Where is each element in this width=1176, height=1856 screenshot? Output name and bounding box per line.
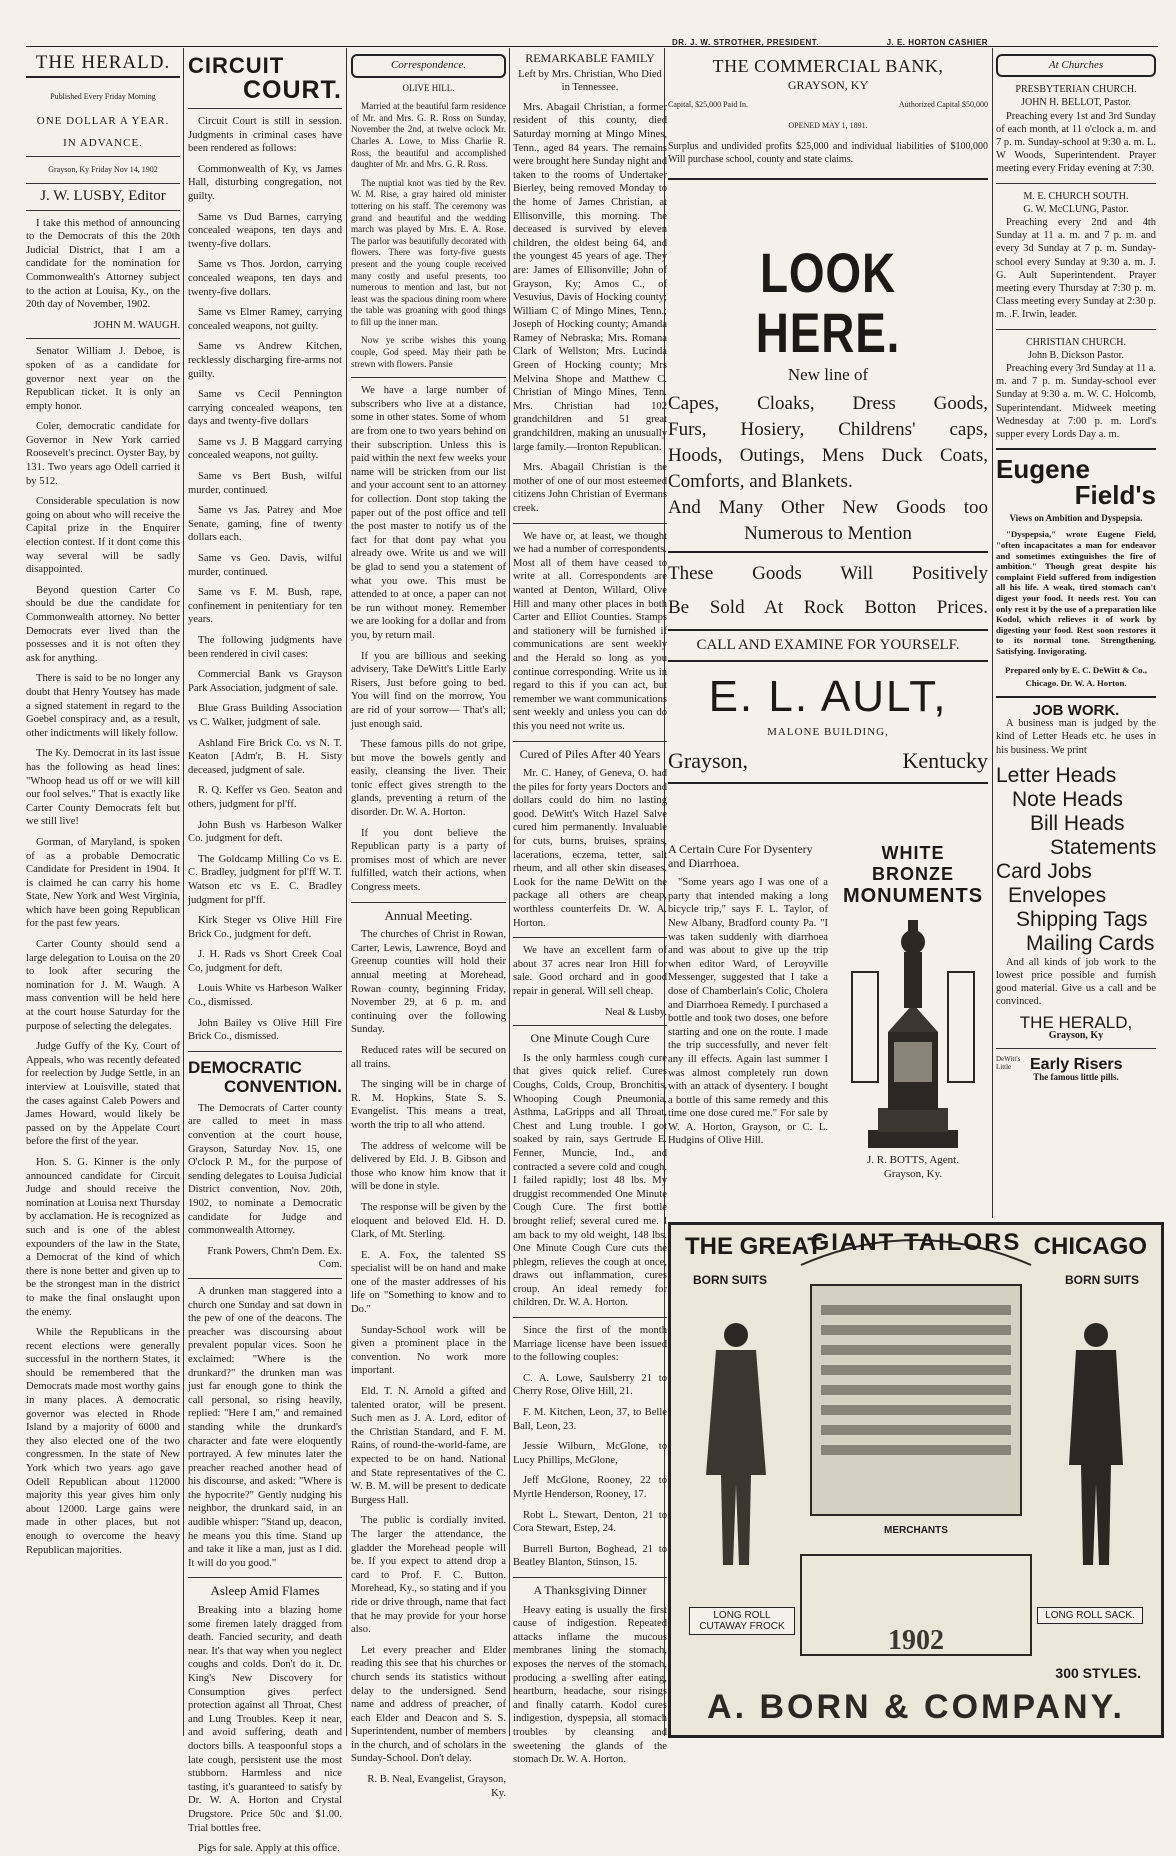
- print-service: Shipping Tags: [1016, 907, 1148, 931]
- article-paragraph: Sunday-School work will be given a prominent place in the convention. No work more important.: [351, 1324, 506, 1377]
- suit-label: LONG ROLL CUTAWAY FROCK: [689, 1607, 795, 1635]
- bank-authorized: Authorized Capital $50,000: [898, 100, 988, 109]
- article-paragraph: There is said to be no longer any doubt that Henry Youtsey has made a signed statement in regard to the Goebel conspiracy and, as a result, other indictments will likely follow.: [26, 673, 180, 739]
- risers-tagline: The famous little pills.: [1033, 1072, 1119, 1083]
- headline-cough-cure: One Minute Cough Cure: [530, 1031, 650, 1046]
- article-paragraph: Hon. S. G. Kinner is the only announced candidate for Circuit Judge and should receive the nomination at Louisa next Thursday by acclamation. He is recognized as such and is one of the ablest expounders of the law in the State, a Democrat of the kind of which there is none better and given up to be the strongest man in the district to make the final onslaught upon the enemy.: [26, 1156, 180, 1318]
- church-schedule: Preaching every 3rd Sunday at 11 a. m. and 7 p. m. Sunday-school ever Sunday at 9:30 a. m. W. C. Holcomb, Superintendant. Midweek meeting Wednesday at 7:00 p. m. Lord's supper every Lords Day a. m.: [996, 363, 1156, 441]
- tailors-illustration: [671, 1225, 1161, 1735]
- article-paragraph: We have an excellent farm of about 37 acres near Iron Hill for sale. Good orchard and in good repair in general. Will sell cheap.: [513, 945, 667, 997]
- risers-small: DeWitt's Little: [996, 1055, 1021, 1072]
- column-6: [996, 52, 1156, 1217]
- headline-thanksgiving: A Thanksgiving Dinner: [533, 1582, 647, 1597]
- headline-annual-meeting: Annual Meeting.: [384, 907, 473, 923]
- article-paragraph: Same vs Geo. Davis, wilful murder, continued.: [188, 553, 342, 578]
- herald-city: Grayson, Ky: [1048, 1029, 1104, 1041]
- article-paragraph: "Some years ago I was one of a party that intended making a long bicycle trip," says F. L. Taylor, of New Albany, Bradford county Pa. "I was taken suddenly with diarrhoea and was about to give up the trip when editor Ward, of Leroyville Messenger, suggested that I take a dose of Chamberlain's Colic, Cholera and Diarrhoea Remedy. I purchased a bottle and took two doses, one before starting and one on the route. I made the trip successfully, and never felt any ill effects. Again last summer I was almost completely run down with an attack of dysentery. I bought a bottle of this same remedy and this time one dose cured me." For sale by W. A. Horton, Grayson, or C. L. Hudgins of Olive Hill.: [668, 877, 828, 1147]
- article-paragraph: A drunken man staggered into a church one Sunday and sat down in the pew of one of the deacons. The preacher was discoursing about prevalent popular vices. Soon he exclaimed: "Where is the drunkard?" the drunken man was just far enough gone to think the call personal, so rising heavily, replied: "Here I am," and remained standing while the drunkard's character and fate were eloquently portrayed. A few minutes later the preacher reached another head of his discourse, and asked: "Where is the hypocrite?" Gently nudging his neighbor, the drunkard said, in an audible whisper: "Stand up, deacon, he means you this time. Stand up and take it like a man, just as I did. It will do you good.": [188, 1285, 342, 1569]
- column-1: [26, 52, 180, 1742]
- bank-name: THE COMMERCIAL BANK,: [712, 56, 944, 76]
- ad-styles: 300 STYLES.: [1055, 1665, 1141, 1681]
- article-paragraph: Commonwealth of Ky, vs James Hall, disturbing congregation, not guilty.: [188, 163, 342, 202]
- church-name: M. E. CHURCH SOUTH.: [1023, 190, 1129, 202]
- article-paragraph: The Ky. Democrat in its last issue has the following as head lines: "Whoop head us off or we will kill our fool selves." That is exactly like Carter County Democrats felt but we still live!: [26, 748, 180, 828]
- print-services-list: [996, 764, 1156, 956]
- ad-line: Be Sold At Rock Botton Prices.: [668, 597, 988, 618]
- monument-illustration: [848, 912, 978, 1152]
- ad-line: Comforts, and Blankets.: [668, 471, 853, 492]
- article-paragraph: Let every preacher and Elder reading this see that his churches or church sends its statistics without delay to the undersigned. Send name and address of preacher, of each Elder and Deacon and S. S. Superintendent, number of members in the church, and of scholars in the Sunday-School. Don't delay.: [351, 1644, 506, 1765]
- top-rule: [26, 46, 1158, 47]
- suit-label: LONG ROLL SACK.: [1037, 1607, 1143, 1624]
- bank-capital-row: [668, 98, 988, 111]
- look-here-heading: LOOK HERE.: [755, 241, 901, 364]
- article-paragraph: Eld. T. N. Arnold a gifted and talented orator, will be present. Such men as J. A. Lord, editor of the Christian Standard, and F. M. Rains, of round-the-world-fame, are expected to be on hand. National and State representatives of the C. W. B. M. will be present to dedicate Burgess Hall.: [351, 1386, 506, 1506]
- article-paragraph: The address of welcome will be delivered by Eld. J. B. Gibson and those who know him know that it will be done in style.: [351, 1140, 506, 1193]
- bank-cashier: J. E. HORTON CASHIER: [886, 38, 988, 47]
- merchant-city: Grayson,: [668, 748, 749, 773]
- article-paragraph: Jessie Wilburn, McGlone, to Lucy Phillips, McGlone,: [513, 1441, 667, 1466]
- signature: R. B. Neal, Evangelist, Grayson, Ky.: [367, 1774, 506, 1799]
- print-service: Mailing Cards: [1026, 931, 1155, 955]
- section-subhead: Left by Mrs. Christian, Who Died in Tennessee.: [518, 68, 662, 94]
- article-paragraph: Senator William J. Deboe, is spoken of as a candidate for governor next year on the Republican ticket. It is only an empty honor.: [26, 346, 180, 412]
- ad-title: THE GREAT: [685, 1233, 822, 1260]
- ad-line: New line of: [787, 365, 869, 384]
- article-paragraph: Coler, democratic candidate for Governor in New York carried Roosevelt's precinct. Oyster Bay, by 131. Two years ago Odell carried it by 512.: [26, 421, 180, 487]
- article-paragraph: Reduced rates will be secured on all trains.: [351, 1044, 506, 1070]
- church-schedule: Preaching every 1st and 3rd Sunday of each month, at 11 o'clock a. m. and 7 p. m. Sunday-school at 9:30 a. m. L. W Woods, Superintendent. Prayer meeting every Friday evening at 7:30.: [996, 110, 1156, 175]
- article-paragraph: If you are billious and seeking advisery, Take DeWitt's Little Early Risers, Just before going to bed. You will find on the morrow, You are rid of your sorrow— That's all; just enough said.: [351, 650, 506, 730]
- call-to-action: CALL AND EXAMINE FOR YOURSELF.: [668, 629, 988, 662]
- article-paragraph: The singing will be in charge of R. M. Hopkins, State S. S. Evangelist. This means a treat, worth the trip to all who attend.: [351, 1079, 506, 1131]
- eugene-field-heading: [996, 454, 1156, 511]
- church-name: CHRISTIAN CHURCH.: [1025, 336, 1126, 348]
- article-paragraph: R. Q. Keffer vs Geo. Seaton and others, judgment for pl'ff.: [188, 785, 342, 810]
- article-paragraph: Circuit Court is still in session. Judgments in criminal cases have been rendered as follows:: [188, 116, 342, 155]
- article-paragraph: These famous pills do not gripe, but move the bowels gently and easily, cleansing the liver. Their tonic effect gives strength to the glands, preventing a return of the disorder. Dr. W. A. Horton.: [351, 739, 506, 819]
- masthead: THE HERALD.: [35, 52, 171, 73]
- ad-line: Hoods, Outings, Mens Duck Coats,: [668, 445, 988, 466]
- article-paragraph: John Bailey vs Olive Hill Fire Brick Co., dismissed.: [188, 1017, 342, 1043]
- church-pastor: G. W. McCLUNG, Pastor.: [1023, 203, 1129, 215]
- bank-surplus: Surplus and undivided profits $25,000 and individual liabilities of $100,000 Will purchase school, county and state claims.: [668, 141, 988, 165]
- article-paragraph: E. A. Fox, the talented SS specialist will be on hand and make one of the master addresses of his life on "Something to know and to Do.": [351, 1249, 506, 1316]
- risers-heading: Early Risers: [1030, 1055, 1123, 1073]
- editor-line: J. W. LUSBY, Editor: [40, 187, 166, 204]
- job-work-heading: JOB WORK.: [1032, 702, 1120, 720]
- ad-line: Numerous to Mention: [744, 523, 912, 544]
- article-paragraph: John Bush vs Harbeson Walker Co. judgment for deft.: [188, 819, 342, 845]
- heading-line: Field's: [1074, 480, 1156, 511]
- church-name: PRESBYTERIAN CHURCH.: [1015, 84, 1137, 96]
- article-paragraph: Breaking into a blazing home some firemen lately dragged from death. Fancied security, and death near. It's that way when you neglect coughs and colds. Don't do it. Dr. King's New Discovery for Consumption gives perfect protection against all Throat, Chest and Lung Troubles. Keep it near, and avoid suffering, death and doctors bills. A teaspoonful stops a late cough, persistent use the most stubborn. Harmless and nice tasting, it's guaranteed to satisfy by Dr. W. A. Horton and Crystal Drugstore. Price 50c and $1.00. Trial bottles free.: [188, 1605, 342, 1834]
- headline-line: DEMOCRATIC: [188, 1057, 302, 1077]
- article-paragraph: Kirk Steger vs Olive Hill Fire Brick Co., judgment for deft.: [188, 915, 342, 940]
- merchant-building: MALONE BUILDING,: [767, 726, 889, 738]
- print-service: Note Heads: [1012, 787, 1123, 811]
- article-paragraph: J. H. Rads vs Short Creek Coal Co, judgment for deft.: [188, 949, 342, 974]
- article-paragraph: Considerable speculation is now going on about who will receive the Capital prize in the Enquirer election contest. If it dont come this way several will be sadly disappointed.: [26, 496, 180, 576]
- article-paragraph: Commercial Bank vs Grayson Park Association, judgment of sale.: [188, 669, 342, 694]
- article-paragraph: Ashland Fire Brick Co. vs N. T. Keaton [Adm'r, B. H. Sisty deceased, judgment of sale.: [188, 737, 342, 776]
- ad-label: BORN SUITS: [1064, 1273, 1139, 1287]
- bank-capital: Capital, $25,000 Paid In.: [668, 100, 748, 109]
- article-paragraph: While the Republicans in the recent elections were generally successful in the northern States, it should be remembered that the Democrats made most worthy gains in many places. A democratic governor was elected in Rhode Island by a majority of 6000 and they also elected one of the two congressmen. In the state of New York which two years ago gave Odell Republican about 112000 majority this year gives him only about 12000. Large gains were made in other places, but not enough to overcome the heavy Republican majorities.: [26, 1327, 180, 1556]
- article-paragraph: Mrs. Abagail Christian is the mother of one of our most esteemed citizens John Christian of Evermans creek.: [513, 462, 667, 514]
- column-rule: [992, 48, 993, 1218]
- church-pastor: JOHN H. BELLOT, Pastor.: [1021, 97, 1131, 109]
- headline-remarkable-family: REMARKABLE FAMILY: [525, 51, 655, 65]
- signature: Neal & Lusby.: [605, 1006, 667, 1018]
- monument-advertisement: [838, 843, 988, 1180]
- bank-officers: [672, 38, 988, 47]
- article-paragraph: Same vs Jas. Patrey and Moe Senate, gaming, fine of twenty dollars each.: [188, 505, 342, 544]
- article-paragraph: C. A. Lowe, Saulsberry 21 to Cherry Rose, Olive Hill, 21.: [513, 1372, 667, 1398]
- article-paragraph: Louis White vs Harbeson Walker Co., dismissed.: [188, 983, 342, 1009]
- article-paragraph: Since the first of the month Marriage license have been issued to the following couples:: [513, 1325, 667, 1364]
- headline-cured-of-piles: Cured of Piles After 40 Years: [519, 746, 661, 761]
- article-paragraph: Same vs Thos. Jordon, carrying concealed weapons, ten days and twenty-five dollars.: [188, 259, 342, 298]
- headline-circuit-court: [188, 54, 342, 102]
- article-paragraph: Same vs F. M. Bush, rape, confinement in penitentiary for ten years.: [188, 587, 342, 626]
- headline-dysentery: A Certain Cure For Dysentery and Diarrhoea.: [668, 842, 813, 870]
- field-paragraph: "Dyspepsia," wrote Eugene Field, "often incapacitates a man for endeavor and sometimes extinguishes the fire of ambition." Though great despite his complaint Field suffered from indigestion all his life. A weak, tired stomach can't digest your food. It needs rest. You can only rest it by the use of a preparation like Kodol, which relieves it of work by digesting your food. Rest soon restores it to its normal tone. Strengthening. Satisfying. Invigorating.: [996, 529, 1156, 657]
- church-schedule: Preaching every 2nd and 4th Sunday at 11 a. m. and 7 p. m. and every 3d Sunday at 7 p. m. Sunday-school every Sunday at 9:30 a. m. J. G. Ault Superintendent. Prayer meeting every Thursday at 7:30 p. m. Class meeting every Sunday at 2:30 p. m. .F. Irwin, leader.: [996, 217, 1156, 321]
- church-pastor: John B. Dickson Pastor.: [1028, 349, 1124, 361]
- monument-agent: J. R. BOTTS, Agent.: [867, 1154, 959, 1166]
- headline-democratic-convention: [188, 1058, 342, 1096]
- article-paragraph: Carter County should send a large delegation to Louisa on the 20 to look after securing the nomination for J. M. Waugh. A mass convention will be held here at the court house Saturday for the purpose of selecting the delegates.: [26, 939, 180, 1032]
- job-work-paragraph: A business man is judged by the kind of Letter Heads etc. he uses in his business. We print: [996, 718, 1156, 756]
- ad-title: CHICAGO: [1033, 1233, 1147, 1260]
- heading-line: Eugene: [996, 454, 1090, 485]
- headline-line: COURT.: [242, 76, 342, 104]
- bank-opened: OPENED MAY 1, 1891.: [788, 121, 868, 130]
- field-subhead: Views on Ambition and Dyspepsia.: [1009, 513, 1143, 524]
- article-paragraph: The following judgments have been rendered in civil cases:: [188, 635, 342, 660]
- article-paragraph: Mr. C. Haney, of Geneva, O. had the piles for forty years Doctors and dollars could do him no lasting good. DeWitt's Witch Hazel Salve cured him permanently. Invaluable for cuts, burns, bruises, sprains, lacerations, eczema, tetter, salt rheum, and all other skin diseases. Look for the name DeWitt on the package all others are cheap, worthless counterfeits Dr. W. A. Horton.: [513, 768, 667, 929]
- headline-asleep-amid-flames: Asleep Amid Flames: [210, 1583, 320, 1599]
- article-paragraph: Married at the beautiful farm residence of Mr. and Mrs. G. R. Ross on Sunday, November the 2nd, at twelve oclock Mr. Charles A. Lowe, to Miss Charlie R. Ross, the beautiful and accomplished daughter of Mr. and Mrs. G. R. Ross.: [351, 101, 506, 170]
- dysentery-article: [668, 843, 828, 1155]
- article-paragraph: The public is cordially invited. The larger the attendance, the gladder the Morehead people will be. If you expect to attend drop a card to Prof. F. C. Button. Morehead, Ky., so stating and if you ride or drive through, name that fact that he may provide for your horse also.: [351, 1515, 506, 1636]
- bank-advertisement: [668, 52, 988, 186]
- print-service: Statements: [1050, 835, 1157, 859]
- article-paragraph: Jeff McGlone, Rooney, 22 to Myrtle Henderson, Rooney, 17.: [513, 1475, 667, 1500]
- article-paragraph: Same vs Cecil Pennington carrying concealed weapons, ten days and twenty-five dollars: [188, 389, 342, 428]
- ault-advertisement: [668, 243, 988, 790]
- signature: Frank Powers, Chm'n Dem. Ex. Com.: [207, 1245, 342, 1271]
- print-service: Bill Heads: [1030, 811, 1125, 835]
- column-rule: [509, 48, 510, 1736]
- column-4: [513, 51, 667, 1766]
- ad-title: GIANT TAILORS: [810, 1229, 1022, 1256]
- article-paragraph: Burrell Burton, Boghead, 21 to Beatley Blanton, Stinson, 15.: [513, 1543, 667, 1569]
- field-footer: Prepared only by E. C. DeWitt & Co., Chicago. Dr. W. A. Horton.: [1005, 664, 1147, 688]
- monument-heading: MONUMENTS: [842, 885, 984, 907]
- print-service: Envelopes: [1008, 883, 1107, 907]
- article-paragraph: We have or, at least, we thought we had a number of correspondents. Most all of them have ceased to write at all. Correspondents are wanted at Denton, Willard, Olive Hill and many other places in both Carter and Elliot Counties. Stamps and stationery will be furnished if communications are sent weekly and the Herald so long as you continue corresponding. Write us in regard to this if you can act, but remember we want communications sent weekly and unless you can do this you need not write us.: [513, 530, 667, 732]
- article-paragraph: Same vs Elmer Ramey, carrying concealed weapons, not guilty.: [188, 307, 342, 332]
- merchant-state: Kentucky: [902, 748, 988, 773]
- column-rule: [346, 48, 347, 1736]
- article-paragraph: Beyond question Carter Co should be due the candidate for Commonwealth attorney. No better Democrats ever lived than the possesses and it is not often they ask for anything.: [26, 584, 180, 664]
- article-paragraph: Judge Guffy of the Ky. Court of Appeals, who was recently defeated for reelection by Judge Settle, in an interview at Louisville, stated that the cases against Caleb Powers and James Howard, would likely be passed on by the Appelate Court before the first of the year.: [26, 1041, 180, 1148]
- article-paragraph: Same vs Andrew Kitchen, recklessly discharging fire-arms not guilty.: [188, 341, 342, 380]
- monument-city: Grayson, Ky.: [883, 1168, 943, 1180]
- ad-year: 1902: [888, 1625, 944, 1656]
- article-paragraph: Pigs for sale. Apply at this office.: [198, 1843, 340, 1855]
- headline-line: CONVENTION.: [223, 1076, 342, 1096]
- article-paragraph: Gorman, of Maryland, is spoken of as a probable Democratic Candidate for President in 1904. It is claimed he can carry his home State, New York and West Virginia, which have been going Republican for the past few years.: [26, 836, 180, 930]
- ad-line: And Many Other New Goods too: [668, 497, 988, 518]
- ad-label: BORN SUITS: [693, 1273, 768, 1287]
- article-paragraph: We have a large number of subscribers who live at a distance, some in other states. Some of whom are from one to two years behind on their subscription. Unless this is paid within the next few weeks your name will be stricken from our list and your account sent to an attorney for collection. Dont stop taking the paper out of the post office and tell the post master to notify us of the fact for that dont pay what you already owe. Write us and we will be glad to send you a statement of what you owe. This must be attended to at once, a paper can not be run without money. Remember we are looking for a dollar and from you, by return mail.: [351, 385, 506, 641]
- correspondence-header: Correspondence.: [351, 54, 506, 78]
- dateline: Grayson, Ky Friday Nov 14, 1902: [48, 165, 158, 175]
- article-paragraph: Robt L. Stewart, Denton, 21 to Cora Stewart, Estep, 24.: [513, 1509, 667, 1535]
- churches-header: At Churches: [996, 54, 1156, 77]
- article-paragraph: Blue Grass Building Association vs C. Walker, judgment of sale.: [188, 703, 342, 728]
- subscription-terms: IN ADVANCE.: [63, 136, 143, 149]
- article-paragraph: Now ye scribe wishes this young couple, God speed. May their path be strewn with flowers. Pansie: [351, 335, 506, 369]
- article-paragraph: Heavy eating is usually the first cause of indigestion. Repeated attacks inflame the mucous membranes lining the stomach, exposes the nerves of the stomach, producing a swelling after eating, heartburn, headache, sour risings and finally catarrh. Kodol cures indigestion, dyspepsia, all stomach troubles by cleansing and sweetening the glands of the stomach Dr. W. A. Horton.: [513, 1604, 667, 1766]
- ad-label: MERCHANTS: [884, 1525, 948, 1536]
- article-paragraph: Same vs Dud Barnes, carrying concealed weapons, ten days and twenty-five dollars.: [188, 211, 342, 250]
- column-rule: [183, 48, 184, 1736]
- publication-note: Published Every Friday Morning: [50, 91, 156, 101]
- job-work-paragraph: And all kinds of job work to the lowest price possible and furnish good material. Give us a call and be convinced.: [996, 956, 1156, 1008]
- article-paragraph: I take this method of announcing to the Democrats of this the 20th Judicial District, that I am a candidate for the nomination for Commonwealth's Attorney subject to the action at Louisa, Ky., on the 20th day of November, 1902.: [26, 217, 180, 311]
- section-subhead: OLIVE HILL.: [402, 82, 455, 93]
- headline-line: CIRCUIT: [188, 53, 285, 78]
- article-paragraph: Same vs J. B Maggard carrying concealed weapons, not guilty.: [188, 436, 342, 462]
- signature: JOHN M. WAUGH.: [93, 319, 180, 331]
- bank-president: DR. J. W. STROTHER, PRESIDENT.: [672, 38, 820, 47]
- merchant-name: E. L. AULT,: [708, 672, 948, 721]
- print-service: Letter Heads: [996, 763, 1117, 787]
- ad-line: Furs, Hosiery, Childrens' caps,: [668, 419, 988, 440]
- column-2: [188, 52, 342, 1855]
- monument-heading: WHITE BRONZE: [872, 843, 954, 884]
- article-paragraph: The Democrats of Carter county are called to meet in mass convention at the court house, Grayson, Saturday Nov. 15, one O'clock P. M., for the purpose of sending delegates to Louisa Judicial District convention, Nov. 20th, 1902, to nominate a Democratic candidate for Judge and commonwealth Attorney.: [188, 1102, 342, 1237]
- print-service: Card Jobs: [996, 859, 1092, 883]
- merchant-location: [668, 748, 988, 774]
- article-paragraph: Is the only harmless cough cure that gives quick relief. Cures Coughs, Colds, Croup, Bronchitis, Whooping Cough Pneumonia, Asthma, LaGripps and all Throat, Chest and Lung trouble. I got soaked by rain, says Gertrude E. Fenner, Muncie, Ind., and contracted a severe cold and cough. I failed rapidly; lost 48 lbs. My druggist recommended One Minute Cough Cure. The first bottle brought relief; several cured me. I am back to my old weight, 148 lbs. One Minute Cough Cure cuts the phlegm, relieves the cough at once, draws out inflammation, cures croup. An ideal remedy for children. Dr. W. A. Horton.: [513, 1052, 667, 1309]
- article-paragraph: Same vs Bert Bush, wilful murder, continued.: [188, 471, 342, 496]
- article-paragraph: If you dont believe the Republican party is a party of promises most of which are never fulfilled, watch their actions, when Congress meets.: [351, 827, 506, 894]
- article-paragraph: The churches of Christ in Rowan, Carter, Lewis, Lawrence, Boyd and Greenup counties will hold their annual meeting at Morehead, Rowan county, beginning Friday, November 29, at 6 p. m. and continuing over the following Sunday.: [351, 929, 506, 1036]
- herald-name: THE HERALD,: [1019, 1012, 1133, 1032]
- ad-line: Capes, Cloaks, Dress Goods,: [668, 393, 988, 414]
- article-paragraph: F. M. Kitchen, Leon, 37, to Belle Ball, Leon, 23.: [513, 1407, 667, 1432]
- ad-line: These Goods Will Positively: [668, 563, 988, 584]
- subscription-price: ONE DOLLAR A YEAR.: [36, 115, 170, 128]
- early-risers-ad: [996, 1055, 1156, 1071]
- chicago-tailors-advertisement: [668, 1222, 1164, 1738]
- article-paragraph: The Goldcamp Milling Co vs E. C. Bradley, judgment for pl'ff W. T. Watson etc vs E. C. Bradley judgment for pl'ff.: [188, 853, 342, 906]
- column-3: [351, 52, 506, 1799]
- article-paragraph: Mrs. Abagail Christian, a former resident of this county, died Saturday morning at Mingo Mines, Tenn., aged 84 years. The remains were brought here Sunday night and taken to the rooms of Undertaker Bierley, being removed Monday to the home of James Christian, at Ellisonville, this morning. The deceased is survived by eleven children, the oldest being 64, and the youngest 45 years of age. They are: James of Ellisonville; John of Grayson, Ky; Amos C., of Vesuvius, Davis of Hocking county; William C of Mingo Mines, Tenn.; Joseph of Hocking county; Amanda Ramey of Nebraska; Mrs. Romana Clark of Wellston; Mrs. Lucinda Green of Hocking county; Mrs Melvina Shope and Matthew C. Christian of Mingo Mines, Tenn. Mrs. Christian had 102 grandchildren and 51 great grandchildren, making an unusually large family.—Ironton Republican.: [513, 101, 667, 453]
- ad-company: A. BORN & COMPANY.: [707, 1688, 1125, 1726]
- article-paragraph: The nuptial knot was tied by the Rev. W. M. Rise, a gray haired old minister tottering on his staff. The ceremony was grand and beautiful and the wedding march was played by Mrs. E. A. Rose. The parlor was beautifully decorated with flowers. There was forty-five guests present and the young couple received many costly and useful presents, too numerous to mention and last, but not least was the spacious dining room where the table was groaning with good things to fill up the inner man.: [351, 177, 506, 327]
- article-paragraph: The response will be given by the eloquent and beloved Eld. H. D. Clark, of Mt. Sterling.: [351, 1201, 506, 1241]
- bank-city: GRAYSON, KY: [787, 78, 869, 92]
